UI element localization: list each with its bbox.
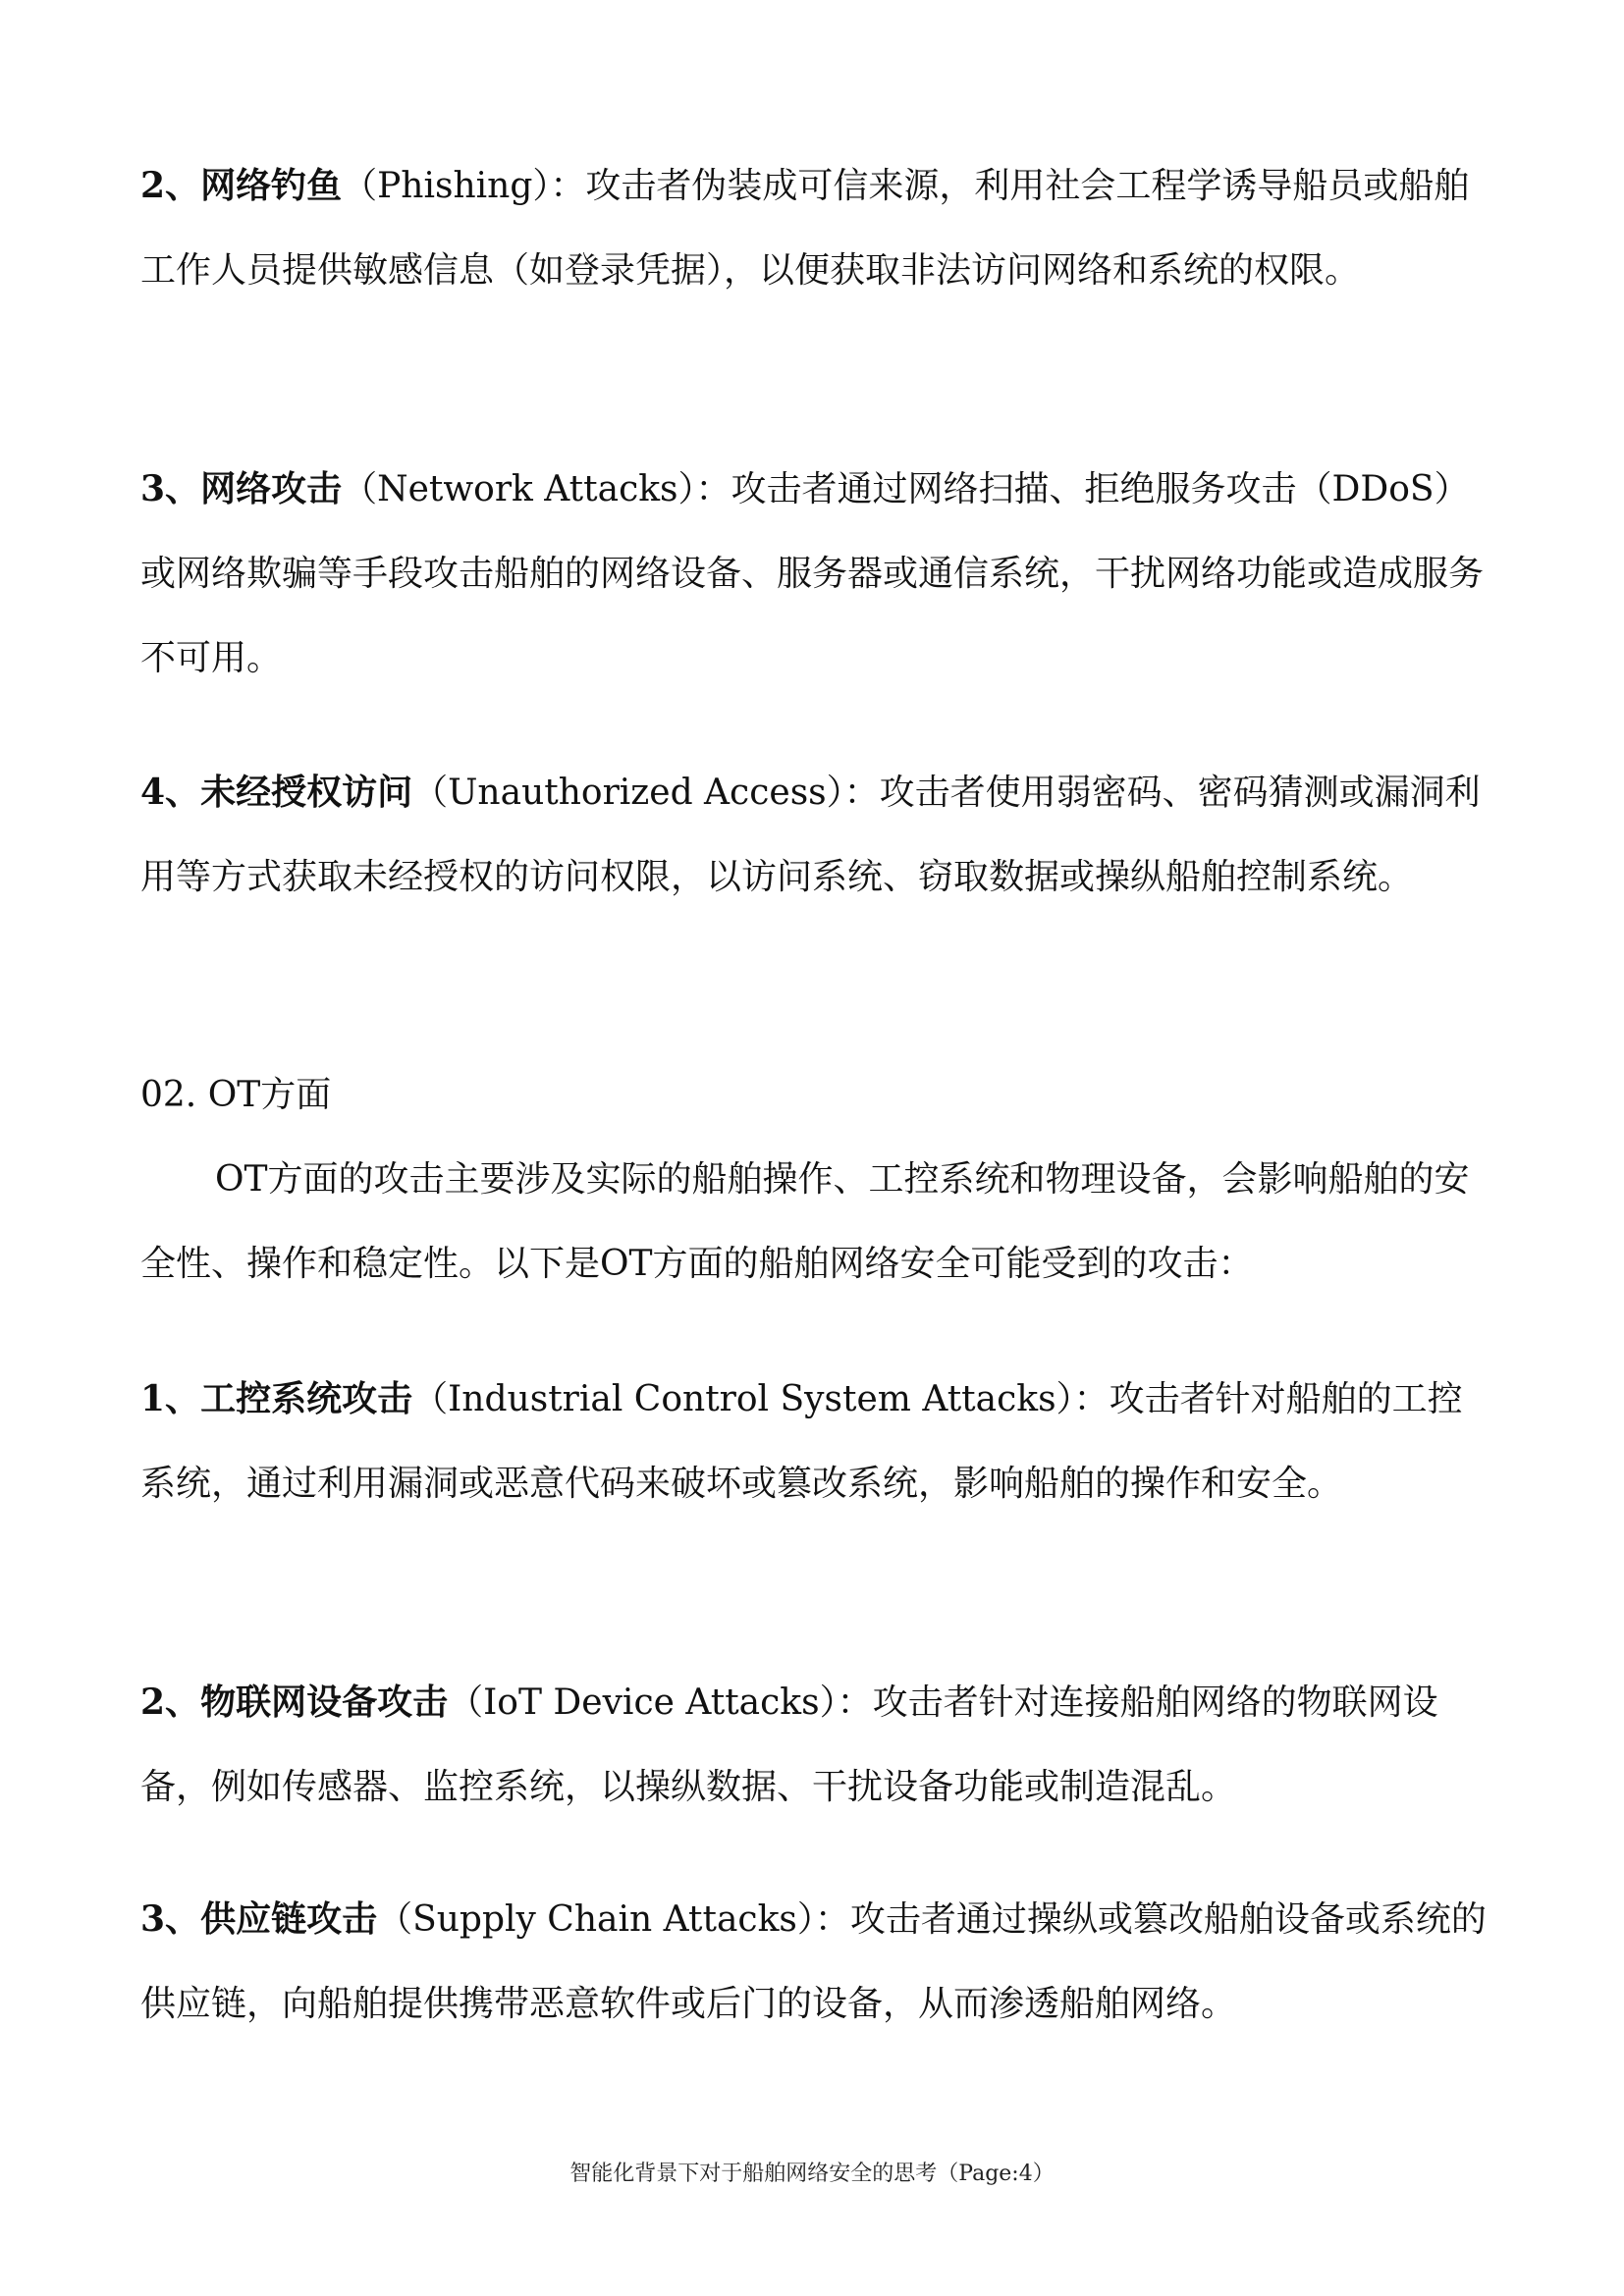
item-number: 4、 xyxy=(140,772,201,813)
list-item-iot-attacks xyxy=(140,1660,1495,1830)
item-number: 3、 xyxy=(140,468,201,509)
list-item-ics-attacks xyxy=(140,1357,1495,1526)
item-description: ：攻击者通过操纵或篡改船舶设备或系统的供应链，向船舶提供携带恶意软件或后门的设备，从而渗透船舶网络。 xyxy=(140,1899,1487,2024)
item-number: 1、 xyxy=(140,1378,201,1419)
section-intro: OT方面的攻击主要涉及实际的船舶操作、工控系统和物理设备，会影响船舶的安全性、操作和稳定性。以下是OT方面的船舶网络安全可能受到的攻击： xyxy=(140,1159,1470,1284)
item-description: ：攻击者针对连接船舶网络的物联网设备，例如传感器、监控系统，以操纵数据、干扰设备功能或制造混乱。 xyxy=(140,1682,1438,1807)
section-heading: 02. OT方面 xyxy=(140,1075,332,1115)
item-term: 网络钓鱼 xyxy=(200,165,343,206)
list-item-unauthorized-access xyxy=(140,750,1495,920)
item-term: 网络攻击 xyxy=(200,468,343,509)
item-term: 物联网设备攻击 xyxy=(200,1682,449,1723)
item-description: ：攻击者针对船舶的工控系统，通过利用漏洞或恶意代码来破坏或篡改系统，影响船舶的操作和安全。 xyxy=(140,1379,1463,1504)
item-description: ：攻击者伪装成可信来源，利用社会工程学诱导船员或船舶工作人员提供敏感信息（如登录凭据），以便获取非法访问网络和系统的权限。 xyxy=(140,166,1470,291)
item-english-term: （Supply Chain Attacks） xyxy=(377,1899,815,1940)
item-description: ：攻击者使用弱密码、密码猜测或漏洞利用等方式获取未经授权的访问权限，以访问系统、窃取数据或操纵船舶控制系统。 xyxy=(140,773,1481,897)
item-english-term: （Unauthorized Access） xyxy=(412,773,844,813)
item-number: 3、 xyxy=(140,1898,201,1940)
item-english-term: （Phishing） xyxy=(342,166,551,206)
item-term: 未经授权访问 xyxy=(200,772,413,813)
list-item-network-attacks xyxy=(140,447,1495,701)
item-number: 2、 xyxy=(140,165,201,206)
list-item-phishing xyxy=(140,143,1495,313)
item-english-term: （IoT Device Attacks） xyxy=(448,1682,838,1723)
item-description: ：攻击者通过网络扫描、拒绝服务攻击（DDoS）或网络欺骗等手段攻击船舶的网络设备、服务器或通信系统，干扰网络功能或造成服务不可用。 xyxy=(140,469,1485,678)
list-item-supply-chain-attacks xyxy=(140,1877,1495,2047)
item-term: 工控系统攻击 xyxy=(200,1378,413,1419)
item-english-term: （Industrial Control System Attacks） xyxy=(412,1379,1074,1419)
item-english-term: （Network Attacks） xyxy=(342,469,696,509)
item-number: 2、 xyxy=(140,1682,201,1723)
page-footer: 智能化背景下对于船舶网络安全的思考（Page:4） xyxy=(569,2162,1055,2186)
item-term: 供应链攻击 xyxy=(200,1898,378,1940)
